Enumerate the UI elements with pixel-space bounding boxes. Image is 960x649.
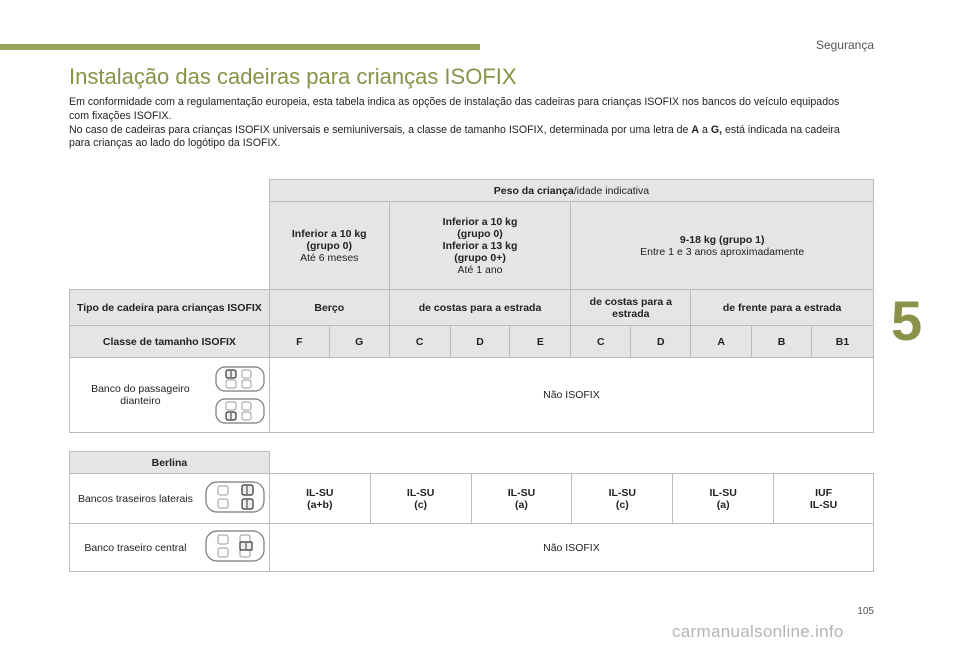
intro-paragraph-2 bbox=[69, 124, 859, 152]
type-cell: de costas para a estrada bbox=[571, 290, 691, 326]
isofix-table-front bbox=[69, 179, 874, 433]
group-label: Inferior a 10 kg bbox=[291, 227, 367, 240]
weight-header bbox=[269, 180, 873, 202]
group-label: (grupo 0) bbox=[457, 227, 503, 240]
class-cell: D bbox=[631, 326, 691, 358]
rear-side-value bbox=[370, 474, 471, 524]
rear-center-seat-cell bbox=[70, 524, 270, 572]
group-age: Até 6 meses bbox=[300, 251, 359, 264]
group-1 bbox=[571, 202, 874, 290]
rear-side-value bbox=[269, 474, 370, 524]
car-rear-center-seat-icon bbox=[204, 527, 266, 568]
rear-side-value bbox=[774, 474, 874, 524]
group-age: Até 1 ano bbox=[457, 263, 503, 276]
class-cell: G bbox=[329, 326, 389, 358]
rear-side-value-line: (c) bbox=[414, 498, 428, 511]
type-label: Tipo de cadeira para crianças ISOFIX bbox=[70, 290, 270, 326]
header-accent-bar bbox=[0, 44, 480, 50]
class-cell: B1 bbox=[812, 326, 874, 358]
group-label: (grupo 0) bbox=[306, 239, 352, 252]
rear-side-value bbox=[572, 474, 673, 524]
rear-center-seat-label: Banco traseiro central bbox=[84, 541, 187, 554]
intro-text-part: a bbox=[699, 123, 711, 136]
class-cell: A bbox=[691, 326, 752, 358]
rear-side-value-line: (c) bbox=[615, 498, 629, 511]
class-cell: F bbox=[269, 326, 329, 358]
rear-side-value-line: IL-SU bbox=[709, 486, 737, 499]
rear-side-seat-cell bbox=[70, 474, 270, 524]
class-cell: E bbox=[510, 326, 571, 358]
class-label: Classe de tamanho ISOFIX bbox=[70, 326, 270, 358]
group-age: Entre 1 e 3 anos aproximadamente bbox=[640, 245, 805, 258]
group-0-plus bbox=[389, 202, 571, 290]
blank-cell bbox=[70, 202, 270, 290]
front-seat-label: Banco do passageiro dianteiro bbox=[91, 383, 190, 407]
rear-side-value-line: (a+b) bbox=[307, 498, 333, 511]
rear-side-value-line: (a) bbox=[515, 498, 528, 511]
isofix-table-rear bbox=[69, 451, 874, 572]
intro-class-letter-a: A bbox=[691, 123, 700, 136]
intro-text-part: está indicada na cadeira para crianças ao lado do logótipo da ISOFIX. bbox=[69, 123, 840, 150]
rear-side-value-line: IL-SU bbox=[608, 486, 637, 499]
group-label: 9-18 kg (grupo 1) bbox=[679, 233, 765, 246]
blank-cell bbox=[269, 452, 873, 474]
page-number: 105 bbox=[857, 606, 874, 617]
car-rear-side-seats-icon bbox=[204, 478, 266, 519]
car-front-seat-icon bbox=[214, 364, 266, 426]
rear-side-value-line: IL-SU bbox=[406, 486, 435, 499]
type-cell: de frente para a estrada bbox=[691, 290, 874, 326]
page-title: Instalação das cadeiras para crianças ISOFIX bbox=[69, 64, 517, 89]
group-label: (grupo 0+) bbox=[454, 251, 506, 264]
rear-side-value-line: IL-SU bbox=[306, 486, 334, 499]
section-title: Segurança bbox=[815, 38, 874, 52]
chapter-number: 5 bbox=[891, 289, 923, 352]
class-cell: D bbox=[450, 326, 510, 358]
intro-class-letter-g: G, bbox=[710, 123, 723, 136]
rear-side-value bbox=[471, 474, 572, 524]
weight-header-bold: Peso da criança bbox=[493, 184, 574, 197]
intro-paragraph-1: Em conformidade com a regulamentação europeia, esta tabela indica as opções de instalação das cadeiras para crianças ISOFIX nos bancos do veículo equipados com fixações ISOFIX. bbox=[69, 96, 840, 122]
group-0 bbox=[269, 202, 389, 290]
rear-side-seat-label: Bancos traseiros laterais bbox=[77, 492, 193, 505]
front-seat-cell bbox=[70, 358, 270, 433]
rear-side-value-line: IL-SU bbox=[809, 498, 838, 511]
rear-center-value: Não ISOFIX bbox=[269, 524, 873, 572]
body-type-label: Berlina bbox=[70, 452, 270, 474]
group-label: Inferior a 13 kg bbox=[442, 239, 518, 252]
rear-side-value-line: IUF bbox=[815, 486, 832, 499]
intro-text bbox=[69, 96, 859, 151]
rear-side-value-line: IL-SU bbox=[507, 486, 536, 499]
class-cell: C bbox=[389, 326, 450, 358]
class-cell: C bbox=[571, 326, 631, 358]
type-cell: Berço bbox=[269, 290, 389, 326]
weight-header-rest: /idade indicativa bbox=[573, 184, 650, 197]
watermark: carmanualsonline.info bbox=[672, 622, 844, 641]
rear-side-value-line: (a) bbox=[716, 498, 730, 511]
type-cell: de costas para a estrada bbox=[389, 290, 571, 326]
class-cell: B bbox=[752, 326, 812, 358]
rear-side-value bbox=[673, 474, 774, 524]
intro-text-part: No caso de cadeiras para crianças ISOFIX universais e semiuniversais, a classe de tamanho ISOFIX, determinada por uma letra de bbox=[69, 123, 692, 136]
group-label: Inferior a 10 kg bbox=[442, 215, 518, 228]
front-seat-value: Não ISOFIX bbox=[269, 358, 873, 433]
blank-cell bbox=[70, 180, 270, 202]
